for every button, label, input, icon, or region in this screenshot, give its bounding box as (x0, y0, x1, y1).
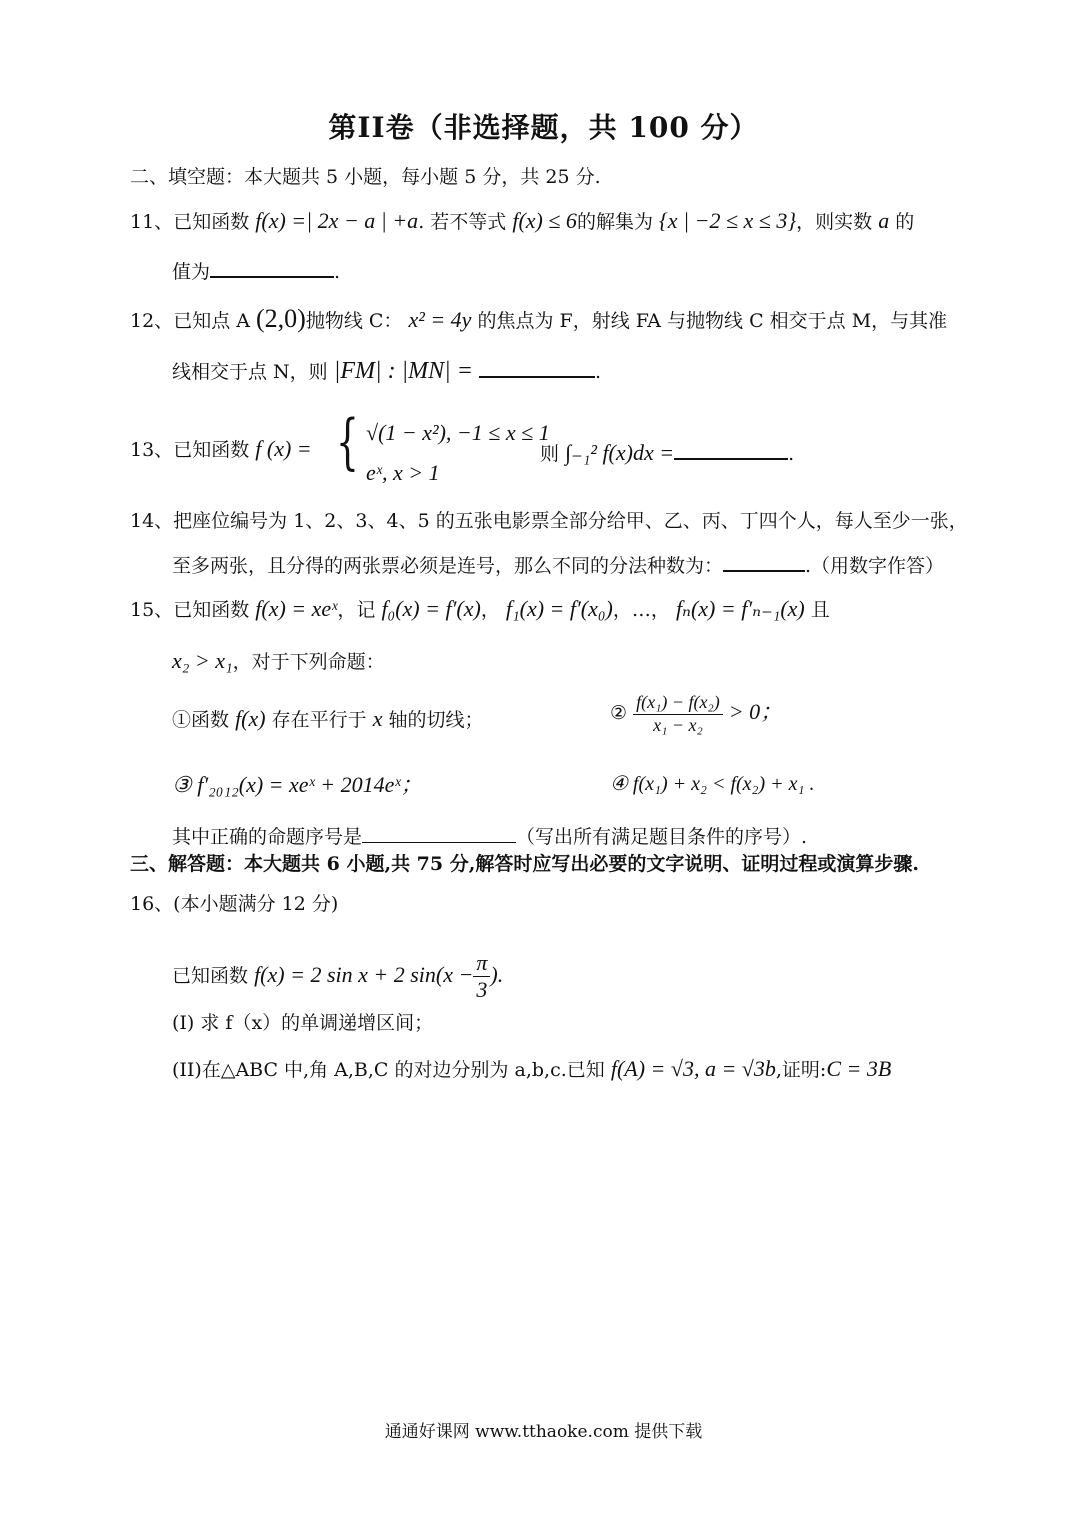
q15-text-a: 已知函数 (173, 599, 250, 621)
q13-integral: ∫₋₁² f(x)dx = (565, 440, 675, 465)
q13-brace: { (336, 407, 359, 477)
q12-parabola-equation: x² = 4y (408, 307, 472, 332)
question-13-integral (540, 438, 794, 466)
q16-part2-claim: C = 3B (826, 1056, 892, 1081)
q11-end: . (334, 261, 341, 283)
q15-p4-text: ④ f(x₁) + x₂ < f(x₂) + x₁ . (610, 773, 815, 795)
question-12-line2 (172, 356, 601, 386)
q13-text-b: 则 (540, 443, 560, 465)
q15-p3-text: ③ f′₂₀₁₂(x) = xeˣ + 2014eˣ； (172, 772, 423, 797)
q15-p2-denominator: x₁ − x₂ (653, 714, 703, 735)
q15-proposition-3 (172, 772, 423, 798)
q11-answer-blank[interactable] (210, 256, 334, 278)
q12-text-a: 已知点 A (173, 310, 250, 332)
q14-line2-text: 至多两张，且分得的两张票必须是连号，那么不同的分法种数为： (172, 555, 724, 577)
q15-line2-text: ，对于下列命题： (232, 651, 385, 673)
section-3-heading: 三、解答题：本大题共 6 小题,共 75 分,解答时应写出必要的文字说明、证明过程或演算步骤. (130, 853, 919, 875)
q11-line2-text: 值为 (172, 261, 211, 283)
q16-part2-conditions: f(A) = √3, a = √3b (610, 1056, 776, 1081)
q12-text-c: 的焦点为 F，射线 FA 与抛物线 C 相交于点 M，与其准 (477, 310, 948, 332)
question-13-label (130, 436, 312, 462)
q15-p1-function: f(x) (235, 706, 266, 731)
question-12-line1 (130, 303, 947, 334)
q11-text-c: 的解集为 (576, 211, 653, 233)
q15-function: f(x) = xeˣ (255, 596, 338, 621)
q15-f0: f₀(x) = f′(x) (381, 596, 481, 621)
q15-p2-fraction (633, 692, 723, 736)
q11-function: f(x) =| 2x − a | +a (255, 208, 419, 233)
q15-proposition-1 (172, 706, 484, 732)
question-14-line2 (172, 550, 944, 578)
q15-p2-numerator: f(x₁) − f(x₂) (633, 692, 723, 715)
q12-line2-text: 线相交于点 N，则 (172, 361, 328, 383)
q11-inequality: f(x) ≤ 6 (512, 208, 577, 233)
q15-answer-text: 其中正确的命题序号是 (172, 826, 363, 848)
q15-text-b: ，记 (337, 599, 376, 621)
q11-text-b: . 若不等式 (418, 211, 507, 233)
question-11-line2 (172, 256, 340, 284)
q16-pi: π (473, 950, 490, 977)
q12-end: . (595, 361, 602, 383)
q12-answer-blank[interactable] (479, 356, 595, 378)
q16-part2-prove: ,证明: (775, 1059, 827, 1081)
question-16-part-1: (Ⅰ) 求 f（x）的单调递增区间； (172, 1012, 434, 1034)
q13-answer-blank[interactable] (674, 438, 788, 460)
q15-answer-end: （写出所有满足题目条件的序号）. (516, 826, 808, 848)
question-16-part-2 (172, 1056, 891, 1082)
q15-p2-end: > 0； (728, 699, 783, 725)
page-footer: 通通好课网 www.tthaoke.com 提供下载 (384, 1422, 703, 1442)
q15-dots: ，…， (612, 599, 670, 621)
q11-text-a: 已知函数 (173, 211, 250, 233)
q15-p1-x: x (372, 706, 383, 731)
q15-text-c: 且 (810, 599, 830, 621)
q11-text-d: ，则实数 (796, 211, 873, 233)
q16-function-expression: f(x) = 2 sin x + 2 sin(x − (254, 961, 474, 987)
q13-function-name: f (x) = (255, 436, 312, 461)
q15-p1-text-e: 轴的切线； (388, 709, 484, 731)
question-16-function (172, 950, 503, 1004)
page-title: 第II卷（非选择题，共 100 分） (328, 111, 759, 144)
q11-text-e: 的 (895, 211, 915, 233)
q16-part2-text: (II)在△ABC 中,角 A,B,C 的对边分别为 a,b,c.已知 (172, 1059, 605, 1081)
q13-text-a: 已知函数 (173, 439, 250, 461)
q12-text-b: 抛物线 C： (305, 310, 403, 332)
q11-number: 11、 (130, 211, 174, 233)
q14-answer-blank[interactable] (723, 550, 805, 572)
question-15-line2 (172, 648, 385, 674)
question-15-answer-line (172, 822, 807, 849)
q15-proposition-4 (610, 772, 815, 796)
q15-number: 15、 (130, 599, 174, 621)
q15-fn: fₙ(x) = f′ₙ₋₁(x) (675, 596, 805, 621)
question-11-line1 (130, 208, 914, 234)
q15-p2-marker: ② (610, 702, 628, 725)
q16-three: 3 (476, 977, 488, 1003)
q13-case-2: eˣ, x > 1 (366, 460, 440, 485)
q14-line2-end: .（用数字作答） (805, 555, 945, 577)
q15-p1-text-c: 存在平行于 (271, 709, 367, 731)
question-14-line1: 14、把座位编号为 1、2、3、4、5 的五张电影票全部分给甲、乙、丙、丁四个人，每人至少一张， (130, 510, 968, 532)
q11-solution-set: {x | −2 ≤ x ≤ 3} (659, 208, 797, 233)
q12-ratio: |FM| : |MN| = (333, 358, 473, 384)
q13-case-1: √(1 − x²), −1 ≤ x ≤ 1 (366, 420, 550, 445)
q16-close: ). (490, 961, 504, 987)
q11-variable-a: a (878, 208, 890, 233)
q15-p1-text-a: ①函数 (172, 709, 230, 731)
question-15-line1: 15、已知函数 f(x) = xeˣ，记 f₀(x) = f′(x)， f₁(x) = f′(x₀)，…， fₙ(x) = f′ₙ₋₁(x) 且 (130, 596, 830, 621)
q15-answer-blank[interactable] (362, 822, 516, 843)
section-2-heading: 二、填空题：本大题共 5 小题，每小题 5 分，共 25 分. (130, 166, 601, 188)
q12-number: 12、 (130, 310, 174, 332)
q15-condition: x₂ > x₁ (172, 648, 233, 673)
q15-proposition-2 (610, 692, 782, 736)
q16-text-a: 已知函数 (172, 964, 249, 987)
q13-number: 13、 (130, 439, 174, 461)
q16-pi-over-3 (473, 950, 490, 1004)
q12-point: (2,0) (256, 304, 306, 333)
q13-end: . (788, 443, 795, 465)
question-16-head: 16、(本小题满分 12 分) (130, 893, 339, 915)
q15-f1: f₁(x) = f′(x₀) (505, 596, 613, 621)
